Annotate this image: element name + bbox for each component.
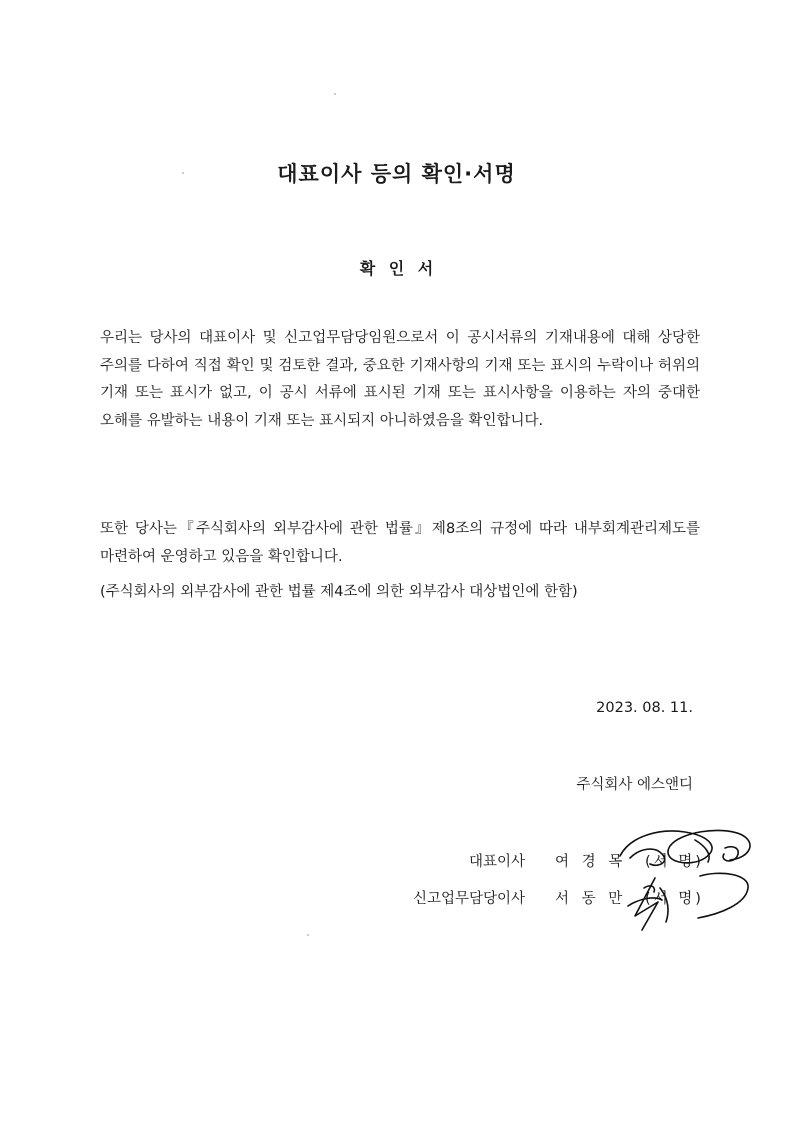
- confirmation-paragraph: 우리는 당사의 대표이사 및 신고업무담당임원으로서 이 공시서류의 기재내용에 대해 상당한 주의를 다하여 직접 확인 및 검토한 결과, 중요한 기재사항의 기재 또는 표시의 누락이나 허위의 기재 또는 표시가 없고, 이 공시 서류에 표시된 기재 또는 표시사항을 이용하는 자의 중대한 오해를 유발하는 내용이 기재 또는 표시되지 아니하였음을 확인합니다.: [100, 330, 700, 429]
- company-name: 주식회사 에스앤디: [576, 777, 693, 793]
- handwritten-signature-image: [600, 818, 760, 938]
- signatory-role: 신고업무담당이사: [412, 891, 525, 907]
- signature-mark: (서 명): [645, 891, 704, 907]
- signature-mark: (서 명): [645, 854, 704, 870]
- signatory-name: 여 경 목: [555, 854, 627, 870]
- document-date: 2023. 08. 11.: [596, 700, 693, 716]
- scope-note: (주식회사의 외부감사에 관한 법률 제4조에 의한 외부감사 대상법인에 한함): [100, 584, 578, 600]
- signatory-name: 서 동 만: [555, 891, 627, 907]
- scan-speck: [334, 93, 336, 95]
- scan-speck: [307, 934, 309, 936]
- signatory-role: 대표이사: [468, 854, 525, 870]
- internal-control-paragraph: 또한 당사는『주식회사의 외부감사에 관한 법률』제8조의 규정에 따라 내부회계관리제도를 마련하여 운영하고 있음을 확인합니다.: [100, 521, 700, 565]
- document-subtitle: 확 인 서: [359, 259, 434, 278]
- document-title: 대표이사 등의 확인·서명: [277, 162, 516, 186]
- scan-speck: [182, 172, 184, 174]
